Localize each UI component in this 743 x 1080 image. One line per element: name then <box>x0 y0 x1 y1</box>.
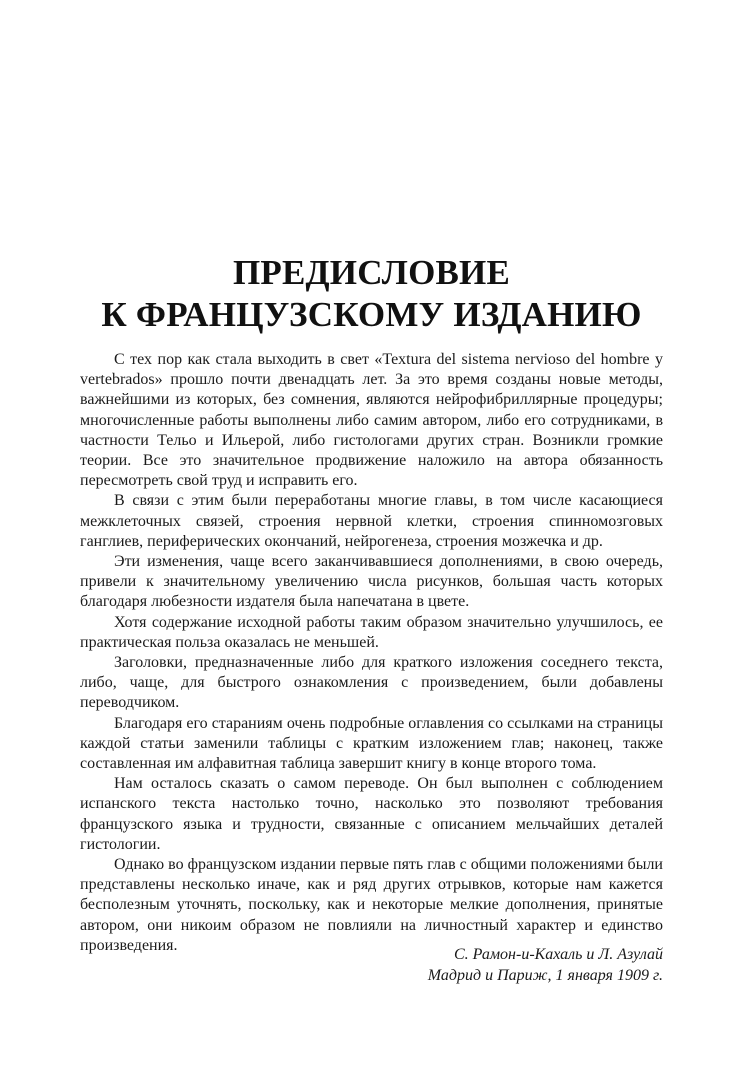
paragraph: Однако во французском издании первые пять глав с общими положениями были представлены несколько иначе, как и ряд других отрывков, которые нам кажется бесполезным уточнять, поскольку, как и некоторые мелкие дополнения, принятые автором, они никоим образом не повлияли на личностный характер и единство произведения. <box>80 856 663 954</box>
signature-block <box>80 945 663 986</box>
title-line-2: К ФРАНЦУЗСКОМУ ИЗДАНИЮ <box>101 295 642 334</box>
paragraph: Благодаря его стараниям очень подробные оглавления со ссылками на страницы каждой статьи заменили таблицы с кратким изложением глав; наконец, также составленная им алфавитная таблица завершит книгу в конце второго тома. <box>80 714 663 773</box>
paragraph: Заголовки, предназначенные либо для краткого изложения соседнего текста, либо, чаще, для быстрого ознакомления с произведением, были добавлены переводчиком. <box>80 654 663 712</box>
page-title <box>80 252 663 336</box>
signature-authors: С. Рамон-и-Кахаль и Л. Азулай <box>454 946 663 963</box>
paragraph: Нам осталось сказать о самом переводе. Он был выполнен с соблюдением испанского текста настолько точно, насколько это позволяют требования французского языка и трудности, связанные с описанием мельчайших деталей гистологии. <box>80 775 663 853</box>
preface-body <box>80 350 663 956</box>
paragraph: Эти изменения, чаще всего заканчивавшиеся дополнениями, в свою очередь, привели к значительному увеличению числа рисунков, большая часть которых благодаря любезности издателя была напечатана в цвете. <box>80 553 663 611</box>
title-line-1: ПРЕДИСЛОВИЕ <box>232 253 511 292</box>
signature-place-date: Мадрид и Париж, 1 января 1909 г. <box>427 966 663 984</box>
paragraph: Хотя содержание исходной работы таким образом значительно улучшилось, ее практическая польза оказалась не меньшей. <box>80 613 663 651</box>
paragraph: С тех пор как стала выходить в свет «Textura del sistema nervioso del hombre y vertebrados» прошло почти двенадцать лет. За это время созданы новые методы, важнейшими из которых, без сомнения, являются нейрофибриллярные процедуры; многочисленные работы выполнены либо самим автором, либо его сотрудниками, в частности Тельо и Ильерой, либо гистологами других стран. Возникли громкие теории. Все это значительное продвижение наложило на автора обязанность пересмотреть свой труд и исправить его. <box>80 351 663 490</box>
paragraph: В связи с этим были переработаны многие главы, в том числе касающиеся межклеточных связей, строения нервной клетки, строения спинномозговых ганглиев, периферических окончаний, нейрогенеза, строения мозжечка и др. <box>80 492 663 550</box>
